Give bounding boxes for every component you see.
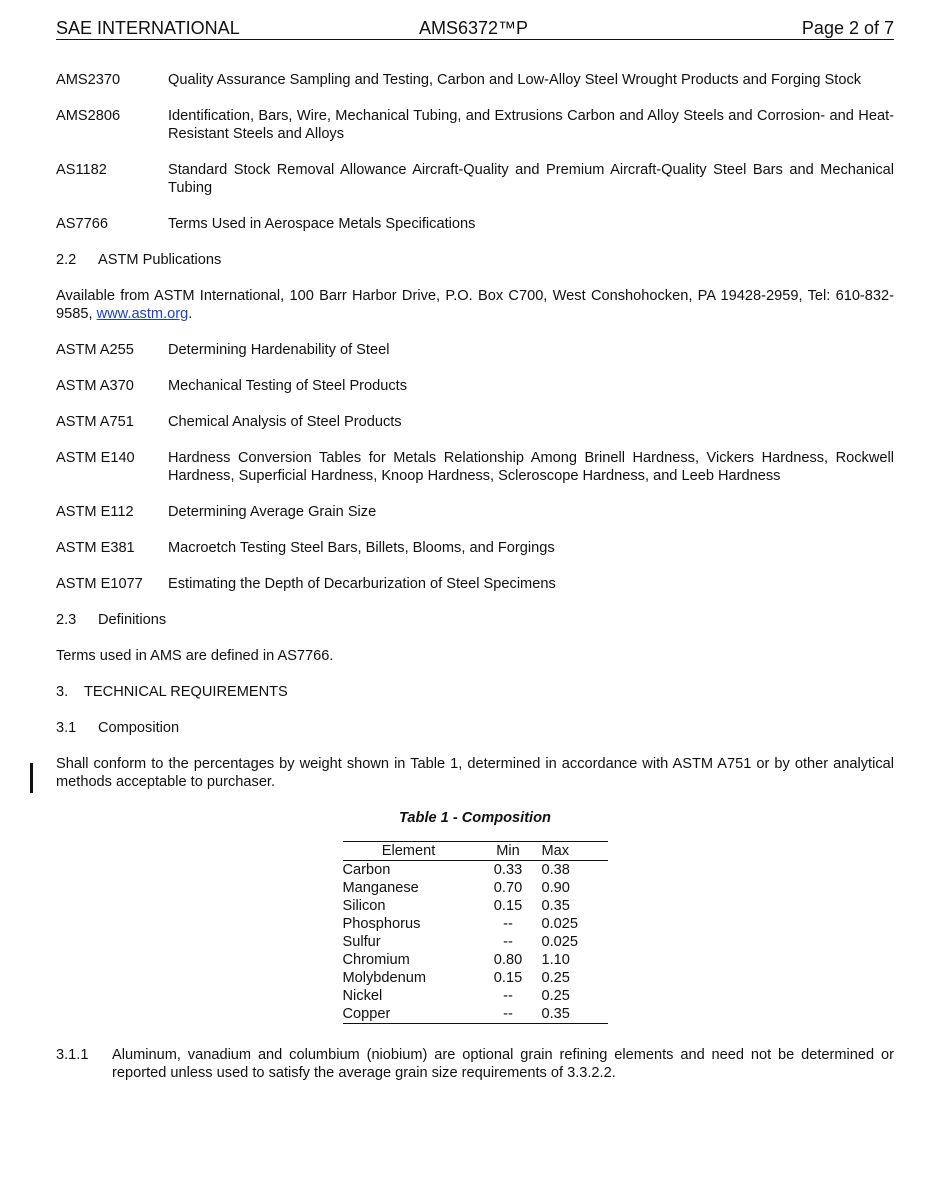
column-header-min: Min: [475, 842, 542, 861]
page-header: [56, 17, 894, 40]
reference-item: [56, 413, 894, 431]
table-row: [343, 861, 608, 880]
max-cell: 0.35: [541, 898, 570, 914]
reference-item: [56, 539, 894, 557]
composition-table: [343, 841, 608, 1024]
column-header-max: Max: [542, 842, 608, 861]
element-cell: Chromium: [342, 952, 410, 968]
reference-item: [56, 71, 894, 89]
reference-title: Standard Stock Removal Allowance Aircraft-Quality and Premium Aircraft-Quality Steel Bars and Mechanical Tubing: [168, 162, 894, 196]
page-body: [56, 71, 894, 1082]
reference-title: Determining Hardenability of Steel: [168, 342, 390, 358]
reference-code: ASTM E1077: [56, 576, 143, 592]
reference-title: Terms Used in Aerospace Metals Specifications: [168, 216, 476, 232]
reference-item: [56, 449, 894, 485]
astm-availability-text: Available from ASTM International, 100 Barr Harbor Drive, P.O. Box C700, West Conshohocken, PA 19428-2959, Tel: 610-832-9585,: [56, 288, 894, 322]
min-cell: 0.80: [493, 952, 523, 968]
reference-code: ASTM E140: [56, 450, 135, 466]
min-cell: 0.33: [493, 862, 523, 878]
header-org: SAE INTERNATIONAL: [56, 18, 240, 38]
section-heading-2-3: [56, 611, 894, 629]
table-row: [343, 951, 608, 969]
table-row: [343, 987, 608, 1005]
element-cell: Carbon: [342, 862, 391, 878]
reference-item: [56, 107, 894, 143]
reference-code: ASTM A255: [56, 342, 134, 358]
reference-item: [56, 575, 894, 593]
reference-code: ASTM A751: [56, 414, 134, 430]
max-cell: 0.35: [541, 1006, 570, 1022]
element-cell: Copper: [342, 1006, 391, 1022]
reference-code: AS1182: [56, 162, 107, 178]
table-title: Table 1 - Composition: [399, 810, 551, 826]
section-number: 2.3: [56, 612, 77, 628]
min-cell: --: [503, 916, 513, 932]
reference-title: Determining Average Grain Size: [168, 504, 377, 520]
table-row: [343, 915, 608, 933]
table-row: [343, 933, 608, 951]
reference-code: AMS2806: [56, 108, 121, 124]
reference-code: AS7766: [56, 216, 108, 232]
section-title: Composition: [98, 720, 180, 736]
min-cell: 0.15: [493, 898, 523, 914]
reference-title: Estimating the Depth of Decarburization of Steel Specimens: [168, 576, 556, 592]
section-heading-2-2: [56, 251, 894, 269]
astm-availability-paragraph: [56, 287, 894, 323]
section-number: 3.1: [56, 720, 77, 736]
element-cell: Nickel: [342, 988, 383, 1004]
reference-code: ASTM A370: [56, 378, 134, 394]
element-cell: Phosphorus: [342, 916, 421, 932]
subsection-text: Aluminum, vanadium and columbium (niobium) are optional grain refining elements and need not be determined or reported unless used to satisfy the average grain size requirements of 3.3.2.2.: [112, 1047, 894, 1081]
element-cell: Molybdenum: [342, 970, 427, 986]
composition-paragraph: Shall conform to the percentages by weight shown in Table 1, determined in accordance with ASTM A751 or by other analytical methods acceptable to purchaser.: [56, 756, 894, 790]
table-header-row: [343, 842, 608, 861]
section-number: 2.2: [56, 252, 77, 268]
reference-item: [56, 161, 894, 197]
reference-code: AMS2370: [56, 72, 121, 88]
subsection-3-1-1: [56, 1046, 894, 1082]
max-cell: 0.025: [541, 934, 579, 950]
table-row: [343, 969, 608, 987]
section-heading-3: [56, 683, 894, 701]
definitions-paragraph: Terms used in AMS are defined in AS7766.: [56, 648, 334, 664]
reference-title: Mechanical Testing of Steel Products: [168, 378, 408, 394]
section-title: TECHNICAL REQUIREMENTS: [84, 684, 288, 700]
reference-code: ASTM E381: [56, 540, 135, 556]
element-cell: Manganese: [342, 880, 419, 896]
section-number: 3.1.1: [56, 1047, 89, 1063]
table-row: [343, 879, 608, 897]
reference-item: [56, 215, 894, 233]
max-cell: 0.90: [541, 880, 570, 896]
min-cell: 0.70: [493, 880, 523, 896]
section-title: ASTM Publications: [98, 252, 222, 268]
column-header-element: Element: [343, 842, 475, 861]
table-row: [343, 897, 608, 915]
astm-availability-end: .: [188, 306, 193, 322]
header-doc-number: AMS6372™P: [419, 18, 529, 38]
section-heading-3-1: [56, 719, 894, 737]
reference-item: [56, 341, 894, 359]
reference-item: [56, 377, 894, 395]
min-cell: --: [503, 1006, 513, 1022]
min-cell: --: [503, 934, 513, 950]
min-cell: 0.15: [493, 970, 523, 986]
reference-title: Chemical Analysis of Steel Products: [168, 414, 402, 430]
max-cell: 0.25: [541, 988, 570, 1004]
reference-code: ASTM E112: [56, 504, 134, 520]
max-cell: 1.10: [541, 952, 570, 968]
reference-title: Identification, Bars, Wire, Mechanical Tubing, and Extrusions Carbon and Alloy Steels and Corrosion- and Heat-Resistant Steels and Alloys: [168, 108, 894, 142]
max-cell: 0.025: [541, 916, 579, 932]
section-number: 3.: [56, 684, 69, 700]
astm-website-link[interactable]: www.astm.org: [96, 306, 189, 322]
max-cell: 0.25: [541, 970, 570, 986]
element-cell: Silicon: [342, 898, 386, 914]
reference-title: Macroetch Testing Steel Bars, Billets, Blooms, and Forgings: [168, 540, 555, 556]
revision-change-bar: [30, 763, 33, 793]
reference-title: Hardness Conversion Tables for Metals Relationship Among Brinell Hardness, Vickers Hardness, Rockwell Hardness, Superficial Hardness, Knoop Hardness, Scleroscope Hardness, and Leeb Hardness: [168, 450, 894, 484]
reference-title: Quality Assurance Sampling and Testing, Carbon and Low-Alloy Steel Wrought Products and Forging Stock: [168, 72, 862, 88]
element-cell: Sulfur: [342, 934, 381, 950]
max-cell: 0.38: [541, 862, 570, 878]
table-row: [343, 1005, 608, 1024]
section-title: Definitions: [98, 612, 167, 628]
reference-item: [56, 503, 894, 521]
min-cell: --: [503, 988, 513, 1004]
header-page-number: Page 2 of 7: [801, 18, 894, 38]
